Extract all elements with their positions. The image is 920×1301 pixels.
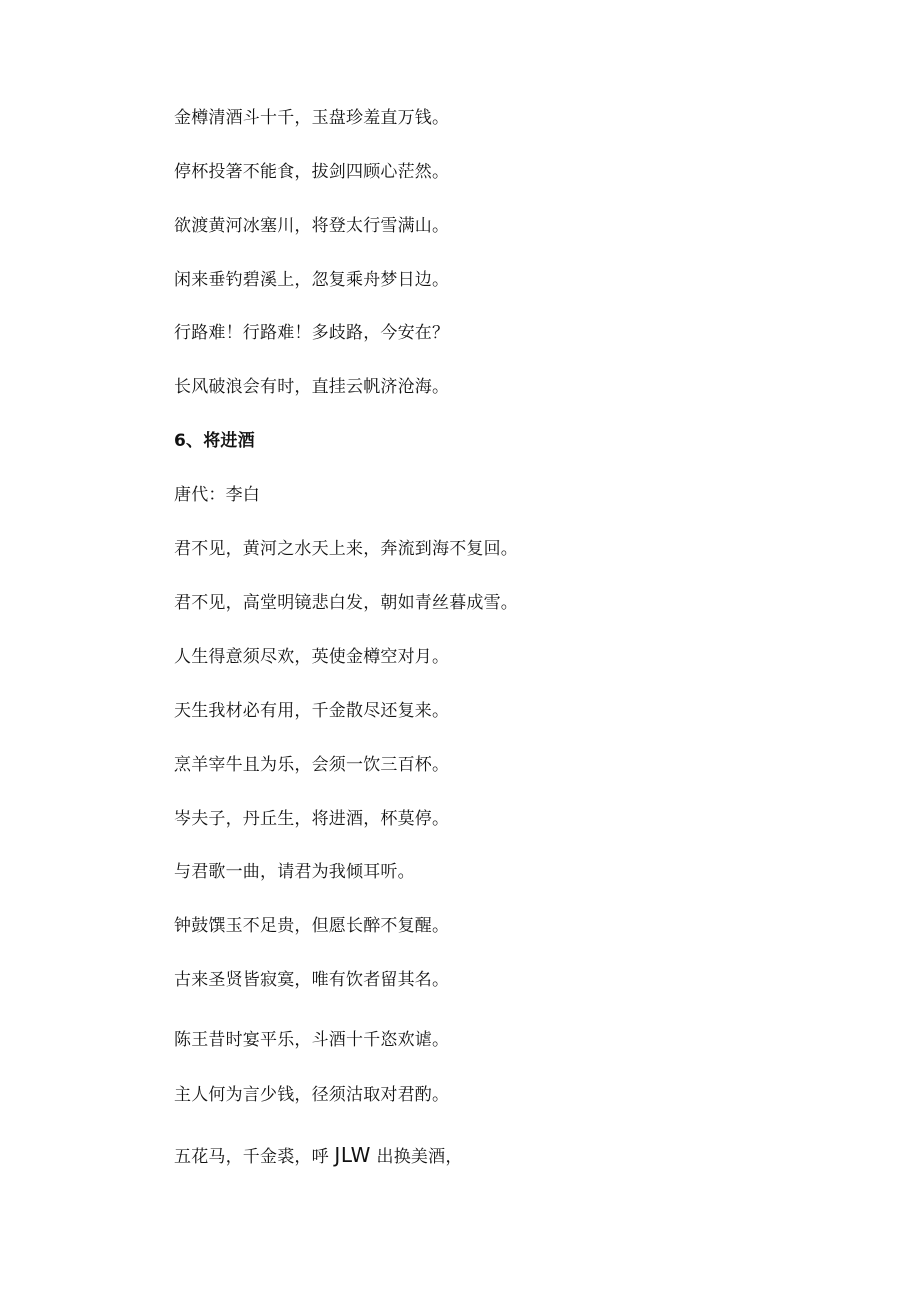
poem-line: 停杯投箸不能食，拔剑四顾心茫然。 [174, 162, 450, 182]
poem-line: 金樽清酒斗十千，玉盘珍羞直万钱。 [174, 108, 450, 128]
poem-line: 闲来垂钓碧溪上，忽复乘舟梦日边。 [174, 270, 450, 290]
watermark-text: JLW [334, 1143, 371, 1167]
poem-line: 行路难！行路难！多歧路，今安在？ [174, 323, 450, 343]
poem-line: 君不见，高堂明镜悲白发，朝如青丝暮成雪。 [174, 593, 518, 613]
poem-line: 天生我材必有用，千金散尽还复来。 [174, 701, 450, 721]
poem-line: 烹羊宰牛且为乐，会须一饮三百杯。 [174, 755, 450, 775]
poem-line: 人生得意须尽欢，英使金樽空对月。 [174, 647, 450, 667]
poem-title: 6、将进酒 [174, 431, 255, 451]
poem-author: 唐代：李白 [174, 485, 260, 505]
last-line-after: 出换美酒， [376, 1147, 463, 1167]
poem-line: 君不见，黄河之水天上来，奔流到海不复回。 [174, 539, 518, 559]
poem-line: 岑夫子，丹丘生，将进酒，杯莫停。 [174, 809, 450, 829]
poem-line: 欲渡黄河冰塞川，将登太行雪满山。 [174, 216, 450, 236]
poem-line: 陈王昔时宴平乐，斗酒十千恣欢谑。 [174, 1030, 450, 1050]
poem-line: 长风破浪会有时，直挂云帆济沧海。 [174, 377, 450, 397]
poem-line: 钟鼓馔玉不足贵，但愿长醉不复醒。 [174, 916, 450, 936]
poem-line-last [174, 1144, 463, 1168]
poem-line: 与君歌一曲，请君为我倾耳听。 [174, 862, 415, 882]
poem-line: 主人何为言少钱，径须沽取对君酌。 [174, 1085, 450, 1105]
last-line-before: 五花马，千金裘，呼 [174, 1147, 329, 1167]
poem-line: 古来圣贤皆寂寞，唯有饮者留其名。 [174, 970, 450, 990]
